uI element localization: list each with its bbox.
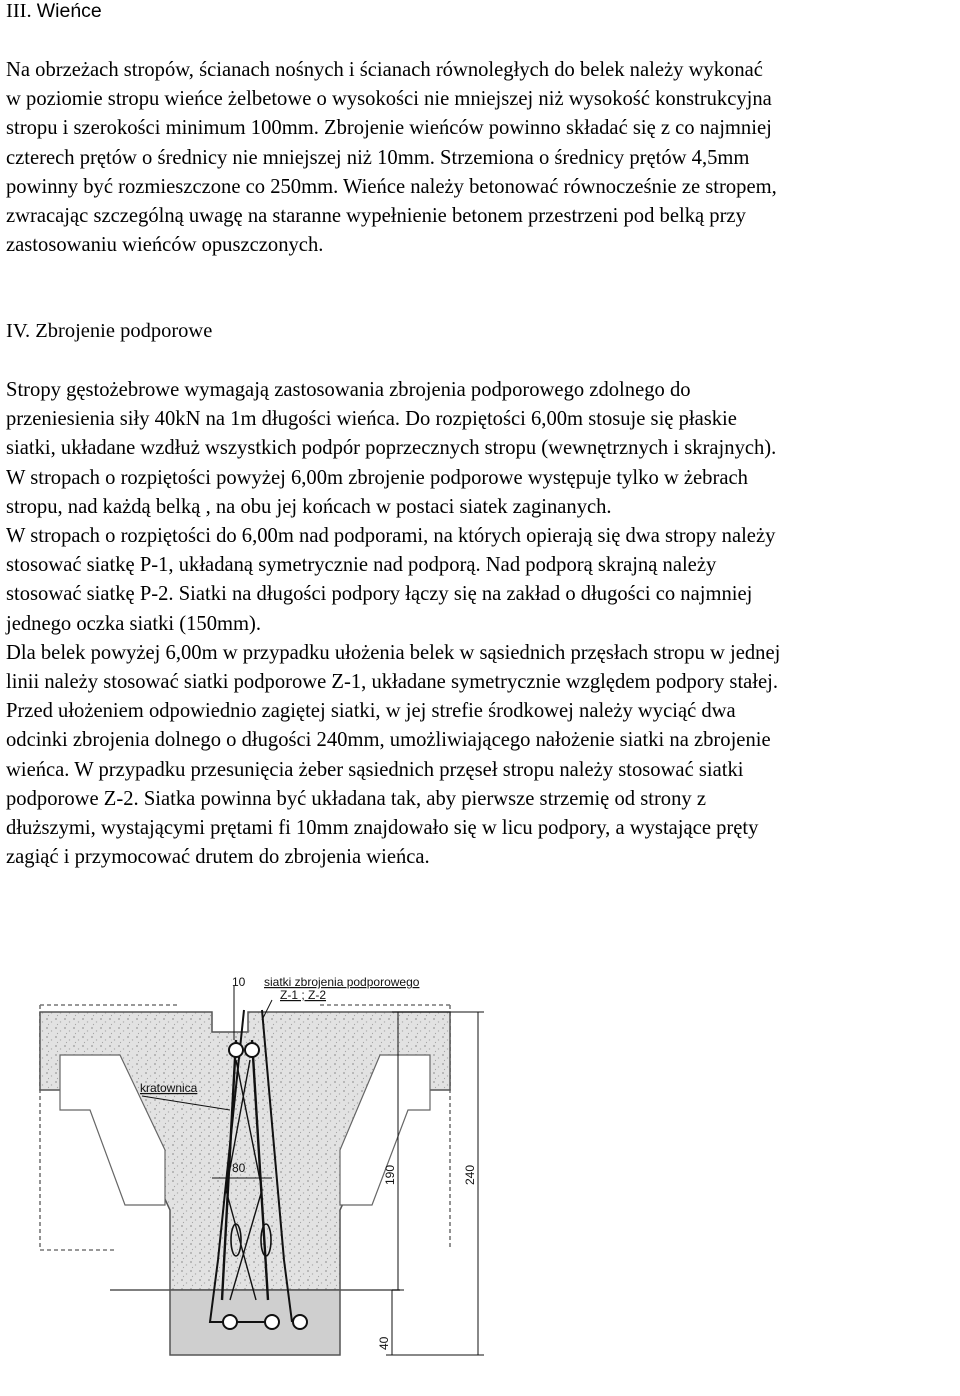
- text-line: przeniesienia siły 40kN na 1m długości wieńca. Do rozpiętości 6,00m stosuje się płaskie: [6, 408, 737, 431]
- label-80: 80: [232, 1161, 246, 1175]
- label-40: 40: [377, 1336, 391, 1350]
- text-line: Dla belek powyżej 6,00m w przypadku ułożenia belek w sąsiednich przęsłach stropu w jednej: [6, 641, 781, 664]
- text-line: linii należy stosować siatki podporowe Z-1, układane symetrycznie względem podpory stałej.: [6, 671, 779, 694]
- text-line: stosować siatkę P-1, układaną symetrycznie nad podporą. Nad podporą skrajną należy: [6, 554, 717, 577]
- label-mesh-title: siatki zbrojenia podporowego: [264, 975, 420, 989]
- bottom-rebar-1: [223, 1315, 237, 1329]
- paragraph-zbrojenie-podporowe: [6, 376, 958, 872]
- text-line: stosować siatkę P-2. Siatki na długości podpory łączy się na zakład o długości co najmniej: [6, 583, 753, 606]
- text-line: W stropach o rozpiętości do 6,00m nad podporami, na których opierają się dwa stropy należy: [6, 525, 776, 548]
- top-rebar-1: [229, 1043, 243, 1057]
- text-line: podporowe Z-2. Siatka powinna być układana tak, aby pierwsze strzemię od strony z: [6, 787, 706, 810]
- reinforcement-drawing: [0, 968, 960, 1391]
- text-line: zagiąć i przymocować drutem do zbrojenia wieńca.: [6, 846, 430, 869]
- label-truss: kratownica: [140, 1081, 198, 1095]
- text-line: jednego oczka siatki (150mm).: [6, 612, 262, 635]
- cross-section-svg: [0, 968, 960, 1391]
- label-mesh-types: Z-1 ; Z-2: [280, 988, 327, 1002]
- text-line: siatki, układane wzdłuż wszystkich podpór poprzecznych stropu (wewnętrznych i skrajnych).: [6, 437, 777, 460]
- bottom-rebar-2: [265, 1315, 279, 1329]
- text-line: dłuższymi, wystającymi prętami fi 10mm znajdowało się w licu podpory, a wystające pręty: [6, 817, 759, 840]
- text-line: w poziomie stropu wieńce żelbetowe o wysokości nie mniejszej niż wysokość konstrukcyjna: [6, 88, 772, 111]
- text-line: zastosowaniu wieńców opuszczonych.: [6, 234, 324, 257]
- bottom-rebar-3: [293, 1315, 307, 1329]
- label-240: 240: [463, 1164, 477, 1185]
- text-line: Stropy gęstożebrowe wymagają zastosowania zbrojenia podporowego zdolnego do: [6, 379, 691, 401]
- text-line: stropu i szerokości minimum 100mm. Zbrojenie wieńców powinno składać się z co najmniej: [6, 117, 772, 140]
- text-line: wieńca. W przypadku przesunięcia żeber sąsiednich przęseł stropu należy stosować siatki: [6, 758, 744, 781]
- label-190: 190: [383, 1164, 397, 1185]
- text-line: odcinki zbrojenia dolnego o długości 240mm, umożliwiającego nałożenie siatki na zbrojenie: [6, 729, 771, 752]
- text-line: Przed ułożeniem odpowiednio zagiętej siatki, w jej strefie środkowej należy wyciąć dwa: [6, 700, 736, 723]
- text-line: zwracając szczególną uwagę na staranne wypełnienie betonem przestrzeni pod belką przy: [6, 205, 746, 228]
- text-line: stropu, nad każdą belką , na obu jej końcach w postaci siatek zaginanych.: [6, 495, 612, 518]
- paragraph-wience: [6, 56, 958, 260]
- top-rebar-2: [245, 1043, 259, 1057]
- section-heading-zbrojenie-podporowe: [6, 320, 212, 343]
- section-title: Zbrojenie podporowe: [35, 320, 213, 342]
- label-10: 10: [232, 975, 246, 989]
- text-line: powinny być rozmieszczone co 250mm. Wieńce należy betonować równocześnie ze stropem,: [6, 175, 777, 198]
- section-number: IV.: [6, 320, 31, 342]
- section-title: Wieńce: [36, 0, 102, 22]
- text-line: W stropach o rozpiętości powyżej 6,00m zbrojenie podporowe występuje tylko w żebrach: [6, 466, 748, 489]
- text-line: Na obrzeżach stropów, ścianach nośnych i ścianach równoległych do belek należy wykonać: [6, 59, 763, 81]
- text-line: czterech prętów o średnicy nie mniejszej niż 10mm. Strzemiona o średnicy prętów 4,5mm: [6, 146, 750, 169]
- section-number: III.: [6, 0, 32, 22]
- section-heading-wience: [6, 0, 102, 23]
